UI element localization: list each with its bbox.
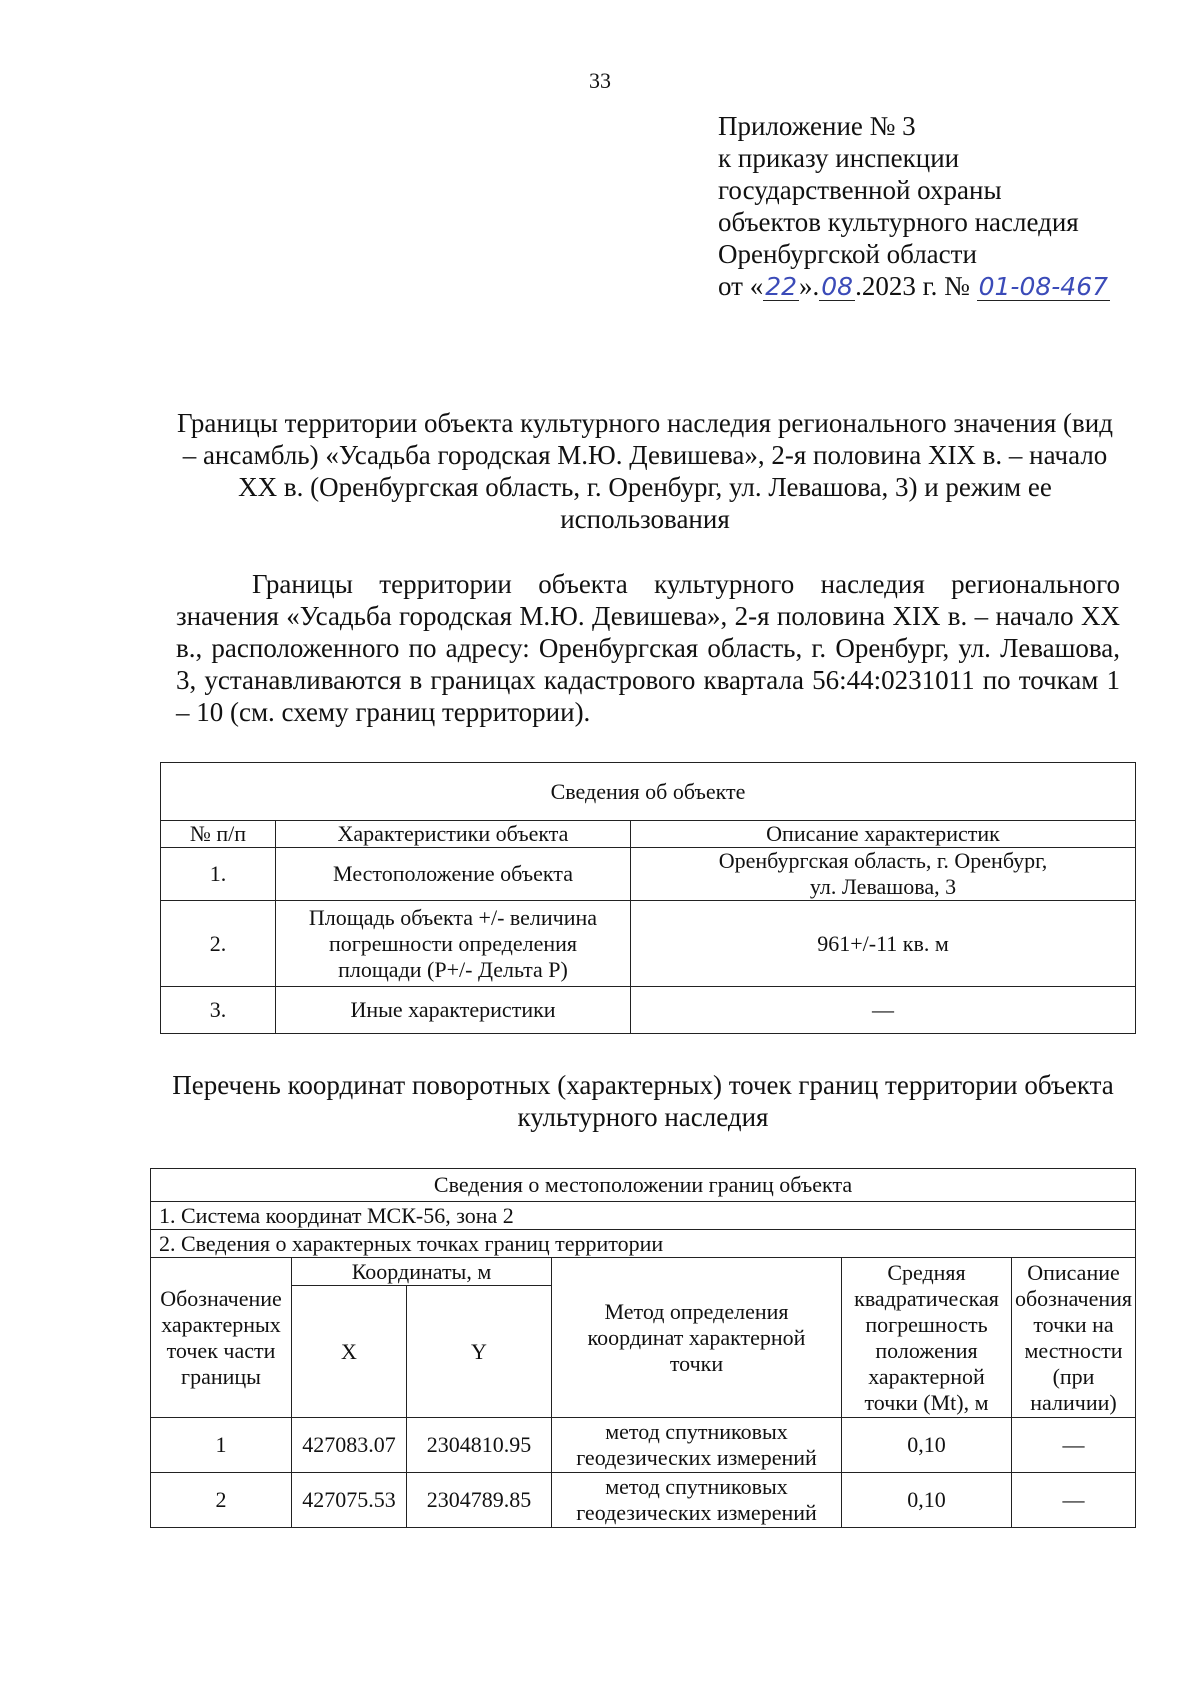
header-line: характерной [868, 1363, 985, 1389]
table-row [161, 987, 1136, 1034]
header-line: границы [181, 1363, 261, 1389]
row-value: — [631, 987, 1136, 1034]
header-line: координат характерной [587, 1324, 806, 1350]
annex-line: объектов культурного наследия [718, 207, 1079, 237]
points-label: 2. Сведения о характерных точках границ территории [151, 1230, 1136, 1258]
method-line: геодезических измерений [576, 1500, 817, 1525]
table-caption: Сведения об объекте [161, 763, 1136, 821]
header-line: погрешность [865, 1311, 988, 1337]
x-value: 427083.07 [292, 1418, 407, 1473]
page-number: 33 [589, 68, 611, 93]
header-line: обозначения [1014, 1285, 1133, 1311]
header-line: точки на [1033, 1311, 1114, 1337]
date-prefix: от « [718, 271, 764, 301]
row-value [631, 848, 1136, 901]
description-header [1012, 1258, 1136, 1418]
point-header [151, 1258, 292, 1418]
header-line: характерных [161, 1311, 281, 1337]
header-line: (при [1052, 1363, 1095, 1389]
error-value: 0,10 [842, 1473, 1012, 1528]
header-line: Средняя [887, 1259, 966, 1285]
row-name [276, 901, 631, 987]
error-value: 0,10 [842, 1418, 1012, 1473]
method-line: геодезических измерений [576, 1445, 817, 1470]
annex-line: к приказу инспекции [718, 143, 960, 173]
table-row [151, 1473, 1136, 1528]
x-value: 427075.53 [292, 1473, 407, 1528]
y-header: Y [407, 1286, 552, 1418]
table-row [161, 848, 1136, 901]
column-header: Характеристики объекта [276, 821, 631, 848]
header-line: точки [669, 1350, 724, 1376]
x-header: X [292, 1286, 407, 1418]
name-line: площади (P+/- Дельта P) [338, 956, 568, 982]
name-line: Площадь объекта +/- величина [308, 904, 598, 930]
row-name: Иные характеристики [276, 987, 631, 1034]
description-value: — [1012, 1473, 1136, 1528]
handwritten-order-number: 01-08-467 [978, 272, 1109, 301]
annex-line: Оренбургской области [718, 239, 977, 269]
year-suffix: .2023 г. № [855, 271, 970, 301]
header-line: местности [1024, 1337, 1123, 1363]
header-line: точек части [166, 1337, 276, 1363]
name-line: погрешности определения [328, 930, 578, 956]
point-id: 2 [151, 1473, 292, 1528]
header-line: Обозначение [160, 1285, 282, 1311]
row-number: 2. [161, 901, 276, 987]
table-caption: Сведения о местоположении границ объекта [151, 1169, 1136, 1202]
coordinate-system: 1. Система координат МСК-56, зона 2 [151, 1202, 1136, 1230]
header-line: положения [875, 1337, 978, 1363]
header-line: Описание [1027, 1259, 1120, 1285]
coords-header: Координаты, м [292, 1258, 552, 1286]
column-header: Описание характеристик [631, 821, 1136, 848]
row-number: 3. [161, 987, 276, 1034]
method-line: метод спутниковых [605, 1474, 788, 1499]
error-header [842, 1258, 1012, 1418]
method-header [552, 1258, 842, 1418]
coordinates-heading: Перечень координат поворотных (характерных) точек границ территории объекта культурного наследия [172, 1070, 1114, 1132]
value-line: Оренбургская область, г. Оренбург, [718, 848, 1048, 873]
header-line: квадратическая [854, 1285, 999, 1311]
order-date-line [718, 270, 1110, 302]
table-row [161, 901, 1136, 987]
y-value: 2304789.85 [407, 1473, 552, 1528]
table-row [151, 1418, 1136, 1473]
header-line: Метод определения [604, 1298, 789, 1324]
method-value [552, 1473, 842, 1528]
header-line: точки (Mt), м [864, 1389, 989, 1415]
row-name: Местоположение объекта [276, 848, 631, 901]
column-header: № п/п [161, 821, 276, 848]
y-value: 2304810.95 [407, 1418, 552, 1473]
annex-line: государственной охраны [718, 175, 1002, 205]
handwritten-day: 22 [765, 272, 798, 301]
object-info-table [160, 762, 1136, 1034]
method-line: метод спутниковых [605, 1419, 788, 1444]
row-number: 1. [161, 848, 276, 901]
handwritten-month: 08 [821, 272, 854, 301]
method-value [552, 1418, 842, 1473]
day-suffix: ». [799, 271, 820, 301]
intro-paragraph: Границы территории объекта культурного наследия регионального значения «Усадьба городская М.Ю. Девишева», 2-я половина XIX в. – начало XX в., расположенного по адресу: Оренбургская область, г. Оренбург, ул. Левашова, 3, устанавливаются в границах кадастрового квартала 56:44:0231011 по точкам 1 – 10 (см. схему границ территории). [176, 569, 1120, 727]
annex-block [718, 110, 1110, 302]
description-value: — [1012, 1418, 1136, 1473]
point-id: 1 [151, 1418, 292, 1473]
coordinates-table [150, 1168, 1136, 1528]
document-title: Границы территории объекта культурного наследия регионального значения (вид – ансамбль) «Усадьба городская М.Ю. Девишева», 2-я половина XIX в. – начало XX в. (Оренбургская область, г. Оренбург, ул. Левашова, 3) и режим ее использования [177, 408, 1113, 534]
row-value: 961+/-11 кв. м [631, 901, 1136, 987]
annex-line: Приложение № 3 [718, 111, 916, 141]
value-line: ул. Левашова, 3 [809, 874, 957, 899]
header-line: наличии) [1030, 1389, 1117, 1415]
